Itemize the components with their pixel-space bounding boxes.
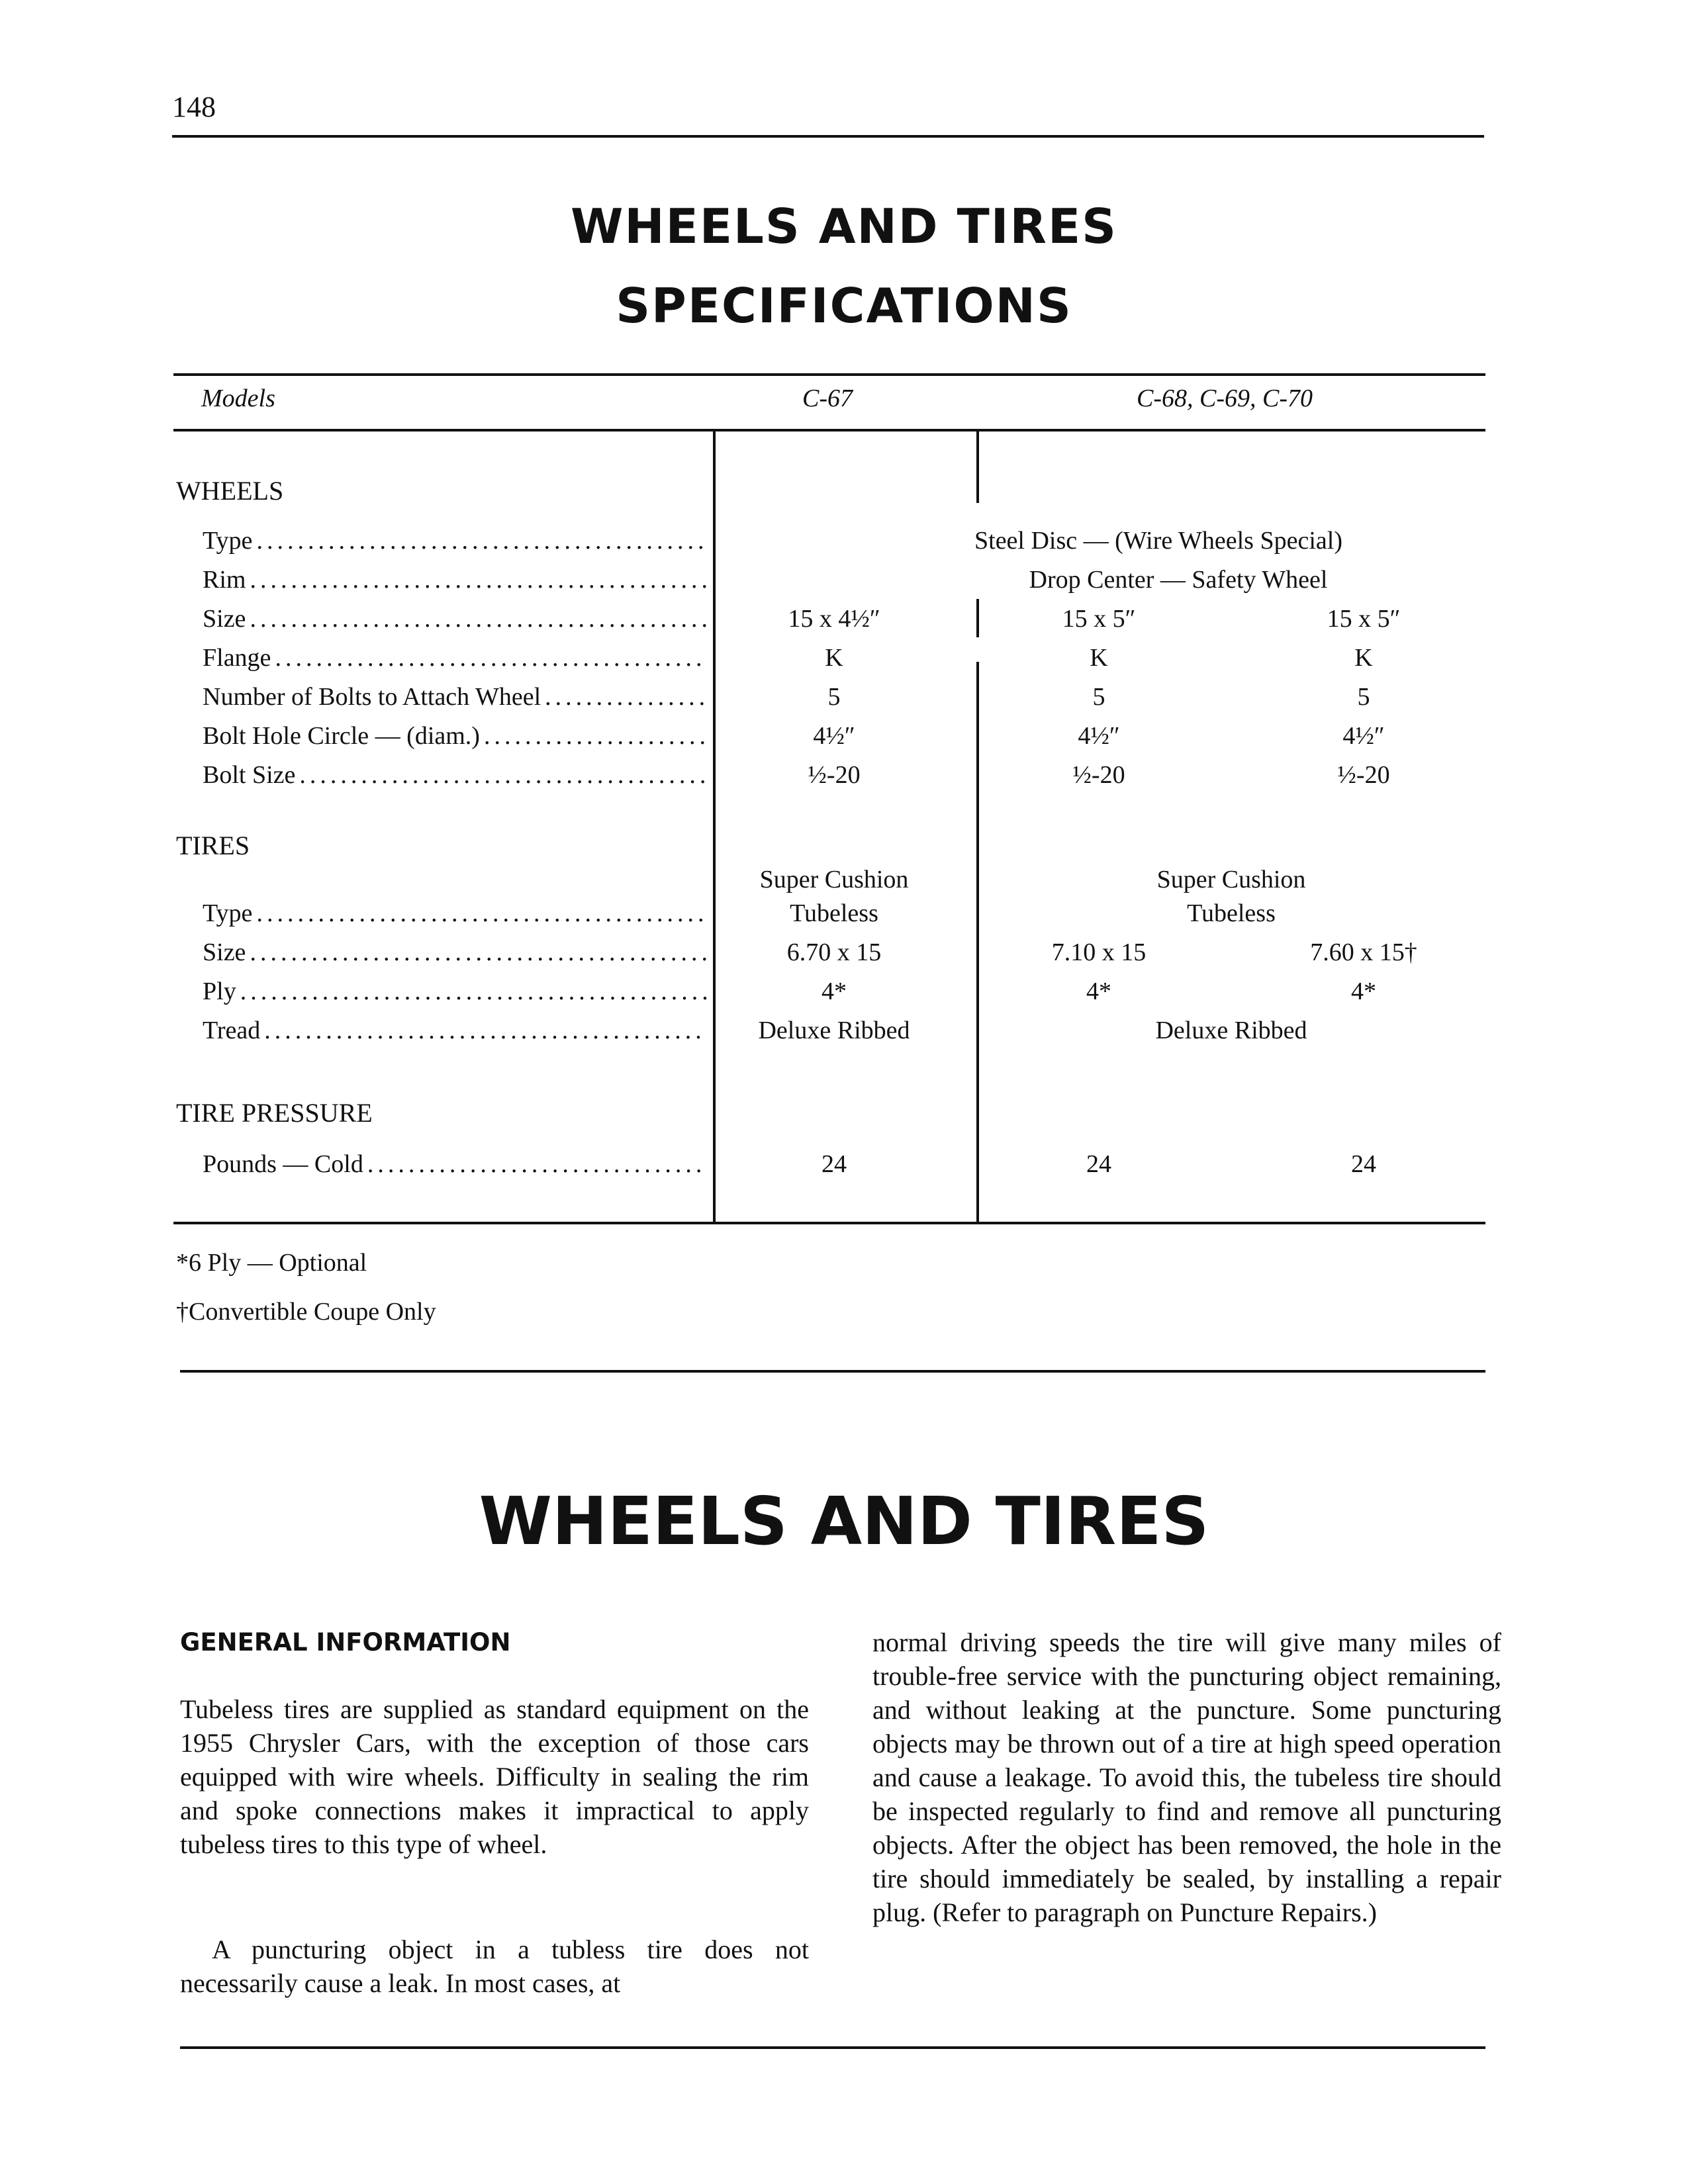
row-label-tire-size [203,938,707,967]
bolt-circle-c69: 4½″ [1342,722,1385,750]
leader-dots [250,565,707,594]
tire-size-c69: 7.60 x 15† [1310,938,1417,966]
ply-c68: 4* [1086,978,1111,1005]
tire-size-c68: 7.10 x 15 [1051,938,1147,966]
paragraph-puncturing-object: A puncturing object in a tubless tire does not necessarily cause a leak. In most cases, at [180,1934,809,1998]
flange-c68: K [1090,644,1108,672]
tire-type-c68-line1: Super Cushion [1156,866,1306,893]
tire-type-c67-line1: Super Cushion [759,866,909,893]
label-text: Tread [203,1017,261,1044]
label-text: Flange [203,644,271,672]
page-number: 148 [172,91,216,123]
leader-dots [264,1016,707,1045]
row-label-wheel-size [203,604,707,633]
bolt-size-c69: ½-20 [1337,761,1390,789]
leader-dots [256,899,707,928]
leader-dots [250,604,707,633]
pressure-c68: 24 [1086,1150,1111,1178]
bolt-size-c68: ½-20 [1072,761,1125,789]
section-tires: TIRES [176,831,250,860]
bolts-c68: 5 [1092,683,1105,711]
label-text: Bolt Size [203,761,296,789]
general-information-heading: GENERAL INFORMATION [180,1628,511,1657]
footnote-ply: *6 Ply — Optional [176,1249,367,1277]
tread-c67: Deluxe Ribbed [758,1017,910,1044]
leader-dots [299,760,707,790]
row-label-bolts [203,682,707,711]
row-label-rim [203,565,707,594]
row-label-tread [203,1016,707,1045]
wheel-size-c69: 15 x 5″ [1327,605,1401,633]
pressure-c69: 24 [1351,1150,1376,1178]
spec-title-line1: WHEELS AND TIRES [570,199,1118,254]
label-text: Type [203,527,253,555]
bolt-circle-c67: 4½″ [813,722,855,750]
label-text: Size [203,605,246,633]
header-c67: C-67 [802,385,853,412]
label-text: Type [203,899,253,927]
section-wheels: WHEELS [176,476,284,506]
label-text: Size [203,938,246,966]
spec-title-line2: SPECIFICATIONS [616,278,1072,334]
table-divider-right-top [976,430,979,503]
footnote-convertible: †Convertible Coupe Only [176,1298,436,1326]
table-divider-right-mid [976,599,979,637]
row-label-ply [203,977,707,1006]
bolt-circle-c68: 4½″ [1078,722,1120,750]
row-label-bolt-circle [203,721,707,751]
label-text: Rim [203,566,246,594]
flange-c67: K [825,644,843,672]
footer-rule [180,2046,1485,2049]
flange-c69: K [1354,644,1373,672]
wheel-type-value: Steel Disc — (Wire Wheels Special) [974,527,1342,555]
table-bottom-rule [173,1222,1485,1224]
header-c68-c70: C-68, C-69, C-70 [1137,385,1313,412]
rim-value: Drop Center — Safety Wheel [1029,566,1328,594]
tire-type-c67-line2: Tubeless [790,899,878,927]
row-label-tire-type [203,899,707,928]
wheel-size-c68: 15 x 5″ [1062,605,1136,633]
label-text: Ply [203,978,236,1005]
leader-dots [275,643,707,672]
row-label-pounds-cold [203,1150,707,1179]
tire-type-c68-line2: Tubeless [1187,899,1276,927]
leader-dots [545,682,707,711]
table-top-rule [173,373,1485,376]
ply-c67: 4* [821,978,847,1005]
wheel-size-c67: 15 x 4½″ [788,605,880,633]
label-text: Number of Bolts to Attach Wheel [203,683,541,711]
paragraph-normal-driving: normal driving speeds the tire will give many miles of trouble-free service with the puncturing object remaining, and without leaking at the puncture. Some puncturing objects may be thrown out of a tire at high speed operation and cause a leakage. To avoid this, the tubeless tire should be inspected regularly to find and remove all puncturing objects. After the object has been removed, the hole in the tire should immediately be sealed, by installing a repair plug. (Refer to paragraph on Puncture Repairs.) [872,1627,1501,1927]
label-text: Pounds — Cold [203,1150,363,1178]
bolt-size-c67: ½-20 [808,761,861,789]
leader-dots [250,938,707,967]
tread-c68: Deluxe Ribbed [1155,1017,1307,1044]
table-divider-left [713,430,716,1223]
leader-dots [484,721,707,751]
table-header-rule [173,429,1485,432]
bolts-c69: 5 [1357,683,1370,711]
leader-dots [240,977,707,1006]
leader-dots [367,1150,707,1179]
header-rule [172,135,1484,138]
row-label-flange [203,643,707,672]
pressure-c67: 24 [821,1150,847,1178]
row-label-bolt-size [203,760,707,790]
ply-c69: 4* [1351,978,1376,1005]
row-label-wheel-type [203,526,707,555]
label-text: Bolt Hole Circle — (diam.) [203,722,480,750]
paragraph-tubeless-standard: Tubeless tires are supplied as standard equipment on the 1955 Chrysler Cars, with the exception of those cars equipped with wire wheels. Difficulty in sealing the rim and spoke connections makes it impractical to apply tubeless tires to this type of wheel. [180,1694,809,1859]
table-divider-right-bottom [976,662,979,1223]
header-models: Models [201,385,275,412]
footnote-rule [180,1370,1485,1373]
bolts-c67: 5 [827,683,841,711]
section-tire-pressure: TIRE PRESSURE [176,1098,373,1128]
main-title: WHEELS AND TIRES [479,1482,1209,1560]
leader-dots [256,526,707,555]
tire-size-c67: 6.70 x 15 [786,938,882,966]
